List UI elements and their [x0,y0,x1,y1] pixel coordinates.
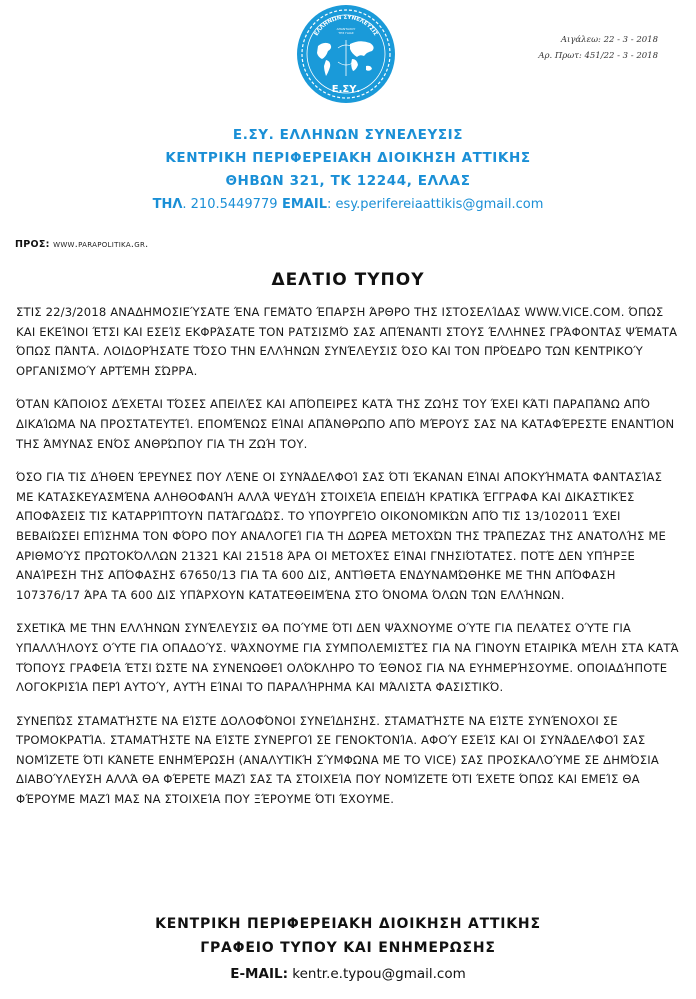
paragraph: ΣΥΝΕΠΏΣ ΣΤΑΜΑΤΉΣΤΕ ΝΑ ΕΊΣΤΕ ΔΟΛΟΦΌΝΟΙ ΣΥΝΕΊΔΗΣΗΣ. ΣΤΑΜΑΤΉΣΤΕ ΝΑ ΕΊΣΤΕ ΣΥΝΈΝΟΧΟΙ ΣΕ ΤΡΟΜΟΚΡΑΤΊΑ. ΣΤΑΜΑΤΉΣΤΕ ΝΑ ΕΊΣΤΕ ΣΥΝΕΡΓΟΊ ΣΕ ΓΕΝΟΚΤΟΝΊΑ. ΑΦΟΎ ΕΣΕΊΣ ΚΑΙ ΟΙ ΣΥΝΆΔΕΛΦΟΊ ΣΑΣ ΝΟΜΊΖΕΤΕ ΌΤΙ ΚΆΝΕΤΕ ΕΝΗΜΈΡΩΣΗ (ΑΝΑΛΥΤΙΚΉ ΣΎΜΦΩΝΑ ΜΕ ΤΟ VICE) ΣΑΣ ΠΡΟΣΚΑΛΟΎΜΕ ΣΕ ΔΗΜΌΣΙΑ ΔΙΑΒΟΎΛΕΥΣΗ ΑΛΛΆ ΘΑ ΦΈΡΕΤΕ ΜΑΖΊ ΣΑΣ ΤΑ ΣΤΟΙΧΕΊΑ ΠΟΥ ΝΟΜΊΖΕΤΕ ΌΤΙ ΈΧΕΤΕ ΌΠΩΣ ΚΑΙ ΕΜΕΊΣ ΘΑ ΦΈΡΟΥΜΕ ΜΑΖΊ ΜΑΣ ΝΑ ΣΤΟΙΧΕΊΑ ΠΟΥ ΞΈΡΟΥΜΕ ΌΤΙ ΈΧΟΥΜΕ. [16,713,659,807]
footer-email-address[interactable]: kentr.e.typou@gmail.com [287,966,466,982]
logo-sub-text-1: ΑΠΑΝΤΑΧΟΥ [336,27,356,31]
reference-block [538,32,658,64]
recipient-value[interactable]: www.parapolitika.gr. [53,239,149,250]
org-contact [0,194,696,216]
esy-logo-seal-icon [296,4,396,104]
phone-number: . 210.5449779 [182,197,278,212]
document-body [16,303,680,824]
logo-ring-text: ΕΛΛΗΝΩΝ ΣΥΝΕΛΕΥΣΙΣ [313,14,379,38]
logo-sub-text-2: ΤΗΣ ΓΑΙΑΣ [338,31,354,35]
org-name: Ε.ΣΥ. ΕΛΛΗΝΩΝ ΣΥΝΕΛΕΥΣΙΣ [232,127,464,143]
paragraph: ΌΣΟ ΓΙΑ ΤΙΣ ΔΉΘΕΝ ΈΡΕΥΝΕΣ ΠΟΥ ΛΈΝΕ ΟΙ ΣΥΝΆΔΕΛΦΟΊ ΣΑΣ ΌΤΙ ΈΚΑΝΑΝ ΕΊΝΑΙ ΑΠΟΚΥΉΜΑΤΑ ΦΑΝΤΑΣΊΑΣ ΜΕ ΚΑΤΑΣΚΕΥΑΣΜΈΝΑ ΑΛΗΘΟΦΑΝΉ ΑΛΛΆ ΨΕΥΔΉ ΣΤΟΙΧΕΊΑ ΕΠΕΙΔΉ ΚΡΑΤΙΚΆ ΈΓΓΡΑΦΑ ΚΑΙ ΔΙΚΑΣΤΙΚΈΣ ΑΠΟΦΆΣΕΙΣ ΤΙΣ ΚΑΤΑΡΡΊΠΤΟΥΝ ΠΑΤΆΓΩΔΏΣ. ΤΟ ΥΠΟΥΡΓΕΊΟ ΟΙΚΟΝΟΜΙΚΏΝ ΑΠΌ ΤΙΣ 13/102011 ΈΧΕΙ ΒΕΒΑΙΏΣΕΙ ΕΠΊΣΗΜΑ ΤΟΝ ΦΌΡΟ ΠΟΥ ΑΝΑΛΟΓΕΊ ΓΙΑ ΤΗ ΔΩΡΕΆ ΜΕΤΟΧΏΝ ΤΗΣ ΤΡΆΠΕΖΑΣ ΤΗΣ ΑΝΑΤΟΛΉΣ ΜΕ ΑΡΙΘΜΟΎΣ ΠΡΩΤΟΚΌΛΛΩΝ 21321 ΚΑΙ 21518 ΆΡΑ ΟΙ ΜΕΤΟΧΈΣ ΕΊΝΑΙ ΓΝΗΣΙΌΤΑΤΕΣ. ΠΟΤΈ ΔΕΝ ΥΠΉΡΞΕ ΑΝΑΊΡΕΣΗ ΤΗΣ ΑΠΌΦΑΣΗΣ 67650/13 ΓΙΑ ΤΑ 600 ΔΙΣ, ΑΝΤΊΘΕΤΑ ΕΝΔΥΝΑΜΏΘΗΚΕ ΜΕ ΤΗΝ ΑΠΌΦΑΣΗ 107376/17 ΆΡΑ ΤΑ 600 ΔΙΣ ΥΠΆΡΧΟΥΝ ΚΑΤΑΤΕΘΕΙΜΈΝΑ ΣΤΟ ΌΝΟΜΑ ΌΛΩΝ ΤΩΝ ΕΛΛΉΝΩΝ. [16,470,666,602]
document-footer [0,912,696,986]
paragraph: ΣΧΕΤΙΚΆ ΜΕ ΤΗΝ ΕΛΛΉΝΩΝ ΣΥΝΈΛΕΥΣΙΣ ΘΑ ΠΟΎΜΕ ΌΤΙ ΔΕΝ ΨΆΧΝΟΥΜΕ ΟΎΤΕ ΓΙΑ ΠΕΛΆΤΕΣ ΟΎΤΕ ΓΙΑ ΥΠΑΛΛΉΛΟΥΣ ΟΎΤΕ ΓΙΑ ΟΠΑΔΟΎΣ. ΨΆΧΝΟΥΜΕ ΓΙΑ ΣΥΜΠΟΛΕΜΙΣΤΈΣ ΓΙΑ ΝΑ ΓΊΝΟΥΝ ΕΤΑΙΡΙΚΆ ΜΈΛΗ ΣΤΑ ΚΑΤΆ ΤΌΠΟΥΣ ΓΡΑΦΕΊΑ ΈΤΣΙ ΏΣΤΕ ΝΑ ΣΥΝΕΝΩΘΕΊ ΟΛΌΚΛΗΡΟ ΤΟ ΈΘΝΟΣ ΓΙΑ ΝΑ ΕΥΗΜΕΡΉΣΟΥΜΕ. ΟΠΟΙΑΔΉΠΟΤΕ ΛΟΓΟΚΡΙΣΊΑ ΠΕΡΊ ΑΥΤΟΎ, ΑΥΤΉ ΕΊΝΑΙ ΤΟ ΠΑΡΑΛΉΡΗΜΑ ΚΑΙ ΜΆΛΙΣΤΑ ΦΑΣΙΣΤΙΚΌ. [16,621,679,695]
logo-abbr: Ε.ΣΥ. [331,84,361,95]
email-address[interactable]: : esy.perifereiaattikis@gmail.com [327,197,544,212]
protocol-number: Αρ. Πρωτ: 451/22 - 3 - 2018 [538,51,658,61]
footer-email [0,962,696,986]
org-division: ΚΕΝΤΡΙΚΗ ΠΕΡΙΦΕΡΕΙΑΚΗ ΔΙΟΙΚΗΣΗ ΑΤΤΙΚΗΣ [165,150,531,166]
document-title: ΔΕΛΤΙΟ ΤΥΠΟΥ [271,270,425,290]
paragraph: ΌΤΑΝ ΚΆΠΟΙΟΣ ΔΈΧΕΤΑΙ ΤΌΣΕΣ ΑΠΕΙΛΈΣ ΚΑΙ ΑΠΌΠΕΙΡΕΣ ΚΑΤΆ ΤΗΣ ΖΩΉΣ ΤΟΥ ΈΧΕΙ ΚΆΤΙ ΠΑΡΑΠΆΝΩ ΑΠΌ ΔΙΚΑΊΩΜΑ ΝΑ ΠΡΟΣΤΑΤΕΥΤΕΊ. ΕΠΟΜΈΝΩΣ ΕΊΝΑΙ ΑΠΆΝΘΡΩΠΟ ΑΠΌ ΜΈΡΟΥΣ ΣΑΣ ΝΑ ΚΑΤΑΦΈΡΕΣΤΕ ΕΝΑΝΤΊΟΝ ΤΗΣ ΆΜΥΝΑΣ ΕΝΌΣ ΑΝΘΡΏΠΟΥ ΓΙΑ ΤΗ ΖΩΉ ΤΟΥ. [16,397,675,451]
place-date: Αιγάλεω: 22 - 3 - 2018 [560,35,658,45]
phone-label: ΤΗΛ [152,197,183,212]
recipient-label: ΠΡΟΣ: [15,239,50,250]
org-address: ΘΗΒΩΝ 321, ΤΚ 12244, ΕΛΛΑΣ [225,173,471,189]
recipient-line [15,239,148,250]
organization-header [0,124,696,216]
footer-division: ΚΕΝΤΡΙΚΗ ΠΕΡΙΦΕΡΕΙΑΚΗ ΔΙΟΙΚΗΣΗ ΑΤΤΙΚΗΣ [155,916,541,932]
email-label: EMAIL [282,197,328,212]
paragraph: ΣΤΙΣ 22/3/2018 ΑΝΑΔΗΜΟΣΙΕΎΣΑΤΕ ΈΝΑ ΓΕΜΆΤΟ ΈΠΑΡΣΗ ΆΡΘΡΟ ΤΗΣ ΙΣΤΟΣΕΛΊΔΑΣ WWW.VICE.COM. ΌΠΩΣ ΚΑΙ ΕΚΕΊΝΟΙ ΈΤΣΙ ΚΑΙ ΕΣΕΊΣ ΕΚΦΡΆΣΑΤΕ ΤΟΝ ΡΑΤΣΙΣΜΌ ΣΑΣ ΑΠΈΝΑΝΤΙ ΣΤΟΥΣ ΈΛΛΗΝΕΣ ΓΡΆΦΟΝΤΑΣ ΨΈΜΑΤΑ ΌΠΩΣ ΠΆΝΤΑ. ΛΟΙΔΟΡΉΣΑΤΕ ΤΌΣΟ ΤΗΝ ΕΛΛΉΝΩΝ ΣΥΝΈΛΕΥΣΙΣ ΌΣΟ ΚΑΙ ΤΟΝ ΠΡΌΕΔΡΟ ΤΩΝ ΚΕΝΤΡΙΚΟΎ ΟΡΓΑΝΙΣΜΟΎ ΑΡΤΈΜΗ ΣΏΡΡΑ. [16,305,678,378]
footer-email-label: E-MAIL: [230,966,288,982]
footer-office: ΓΡΑΦΕΙΟ ΤΥΠΟΥ ΚΑΙ ΕΝΗΜΕΡΩΣΗΣ [200,940,496,956]
